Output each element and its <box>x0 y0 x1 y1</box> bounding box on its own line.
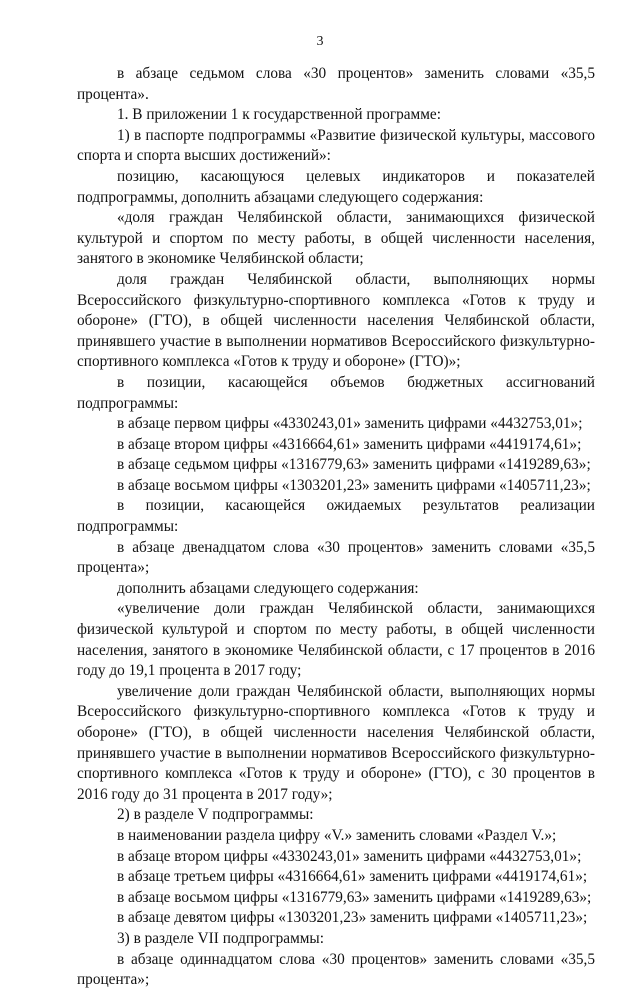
paragraph: дополнить абзацами следующего содержания: <box>117 579 419 597</box>
paragraph: в абзаце седьмом цифры «1316779,63» заменить цифрами «1419289,63»; <box>117 456 591 474</box>
paragraph: в позиции, касающейся объемов бюджетных ассигнований подпрограммы: <box>77 373 595 412</box>
paragraph: позицию, касающуюся целевых индикаторов и показателей подпрограммы, дополнить абзацами следующего содержания: <box>77 167 595 206</box>
paragraph: «увеличение доли граждан Челябинской области, занимающихся физической культурой и спортом по месту работы, в общей численности населения, занятого в экономике Челябинской области, с 17 процентов в 2016 году до 19,1 процента в 2017 году; <box>77 600 595 680</box>
paragraph: 2) в разделе V подпрограммы: <box>117 806 314 824</box>
paragraph: 3) в разделе VII подпрограммы: <box>117 929 324 947</box>
paragraph: в абзаце седьмом слова «30 процентов» заменить словами «35,5 процента». <box>77 65 595 103</box>
paragraph: увеличение доли граждан Челябинской области, выполняющих нормы Всероссийского физкультурно-спортивного комплекса «Готов к труду и обороне» (ГТО), в общей численности населения Челябинской области, принявшего участие в выполнении нормативов Всероссийского физкультурно-спортивного комплекса «Готов к труду и обороне» (ГТО), с 30 процентов в 2016 году до 31 процента в 2017 году»; <box>77 682 595 803</box>
paragraph: в абзаце втором цифры «4330243,01» заменить цифрами «4432753,01»; <box>117 847 582 865</box>
page-number: 3 <box>316 34 324 49</box>
paragraph: в наименовании раздела цифру «V.» заменить словами «Раздел V.»; <box>117 826 557 844</box>
paragraph: доля граждан Челябинской области, выполняющих нормы Всероссийского физкультурно-спортивного комплекса «Готов к труду и обороне» (ГТО), в общей численности населения Челябинской области, принявшего участие в выполнении нормативов Всероссийского физкультурно-спортивного комплекса «Готов к труду и обороне» (ГТО)»; <box>77 270 595 371</box>
paragraph: 1) в паспорте подпрограммы «Развитие физической культуры, массового спорта и спорта высших достижений»: <box>77 126 595 165</box>
paragraph: в абзаце втором цифры «4316664,61» заменить цифрами «4419174,61»; <box>117 435 582 453</box>
paragraph: в абзаце двенадцатом слова «30 процентов» заменить словами «35,5 процента»; <box>77 538 595 577</box>
paragraph: в абзаце третьем цифры «4316664,61» заменить цифрами «4419174,61»; <box>117 868 588 886</box>
paragraph: в абзаце восьмом цифры «1303201,23» заменить цифрами «1405711,23»; <box>117 476 591 494</box>
paragraph: в абзаце одиннадцатом слова «30 процентов» заменить словами «35,5 процента»; <box>77 950 595 989</box>
document-body <box>77 64 595 991</box>
paragraph: в абзаце восьмом цифры «1316779,63» заменить цифрами «1419289,63»; <box>117 888 592 906</box>
paragraph: «доля граждан Челябинской области, занимающихся физической культурой и спортом по месту работы, в общей численности населения, занятого в экономике Челябинской области; <box>77 209 595 268</box>
paragraph: 1. В приложении 1 к государственной программе: <box>117 106 441 124</box>
paragraph: в абзаце первом цифры «4330243,01» заменить цифрами «4432753,01»; <box>117 415 583 433</box>
paragraph: в абзаце девятом цифры «1303201,23» заменить цифрами «1405711,23»; <box>117 909 588 927</box>
paragraph: в позиции, касающейся ожидаемых результатов реализации подпрограммы: <box>77 497 595 536</box>
